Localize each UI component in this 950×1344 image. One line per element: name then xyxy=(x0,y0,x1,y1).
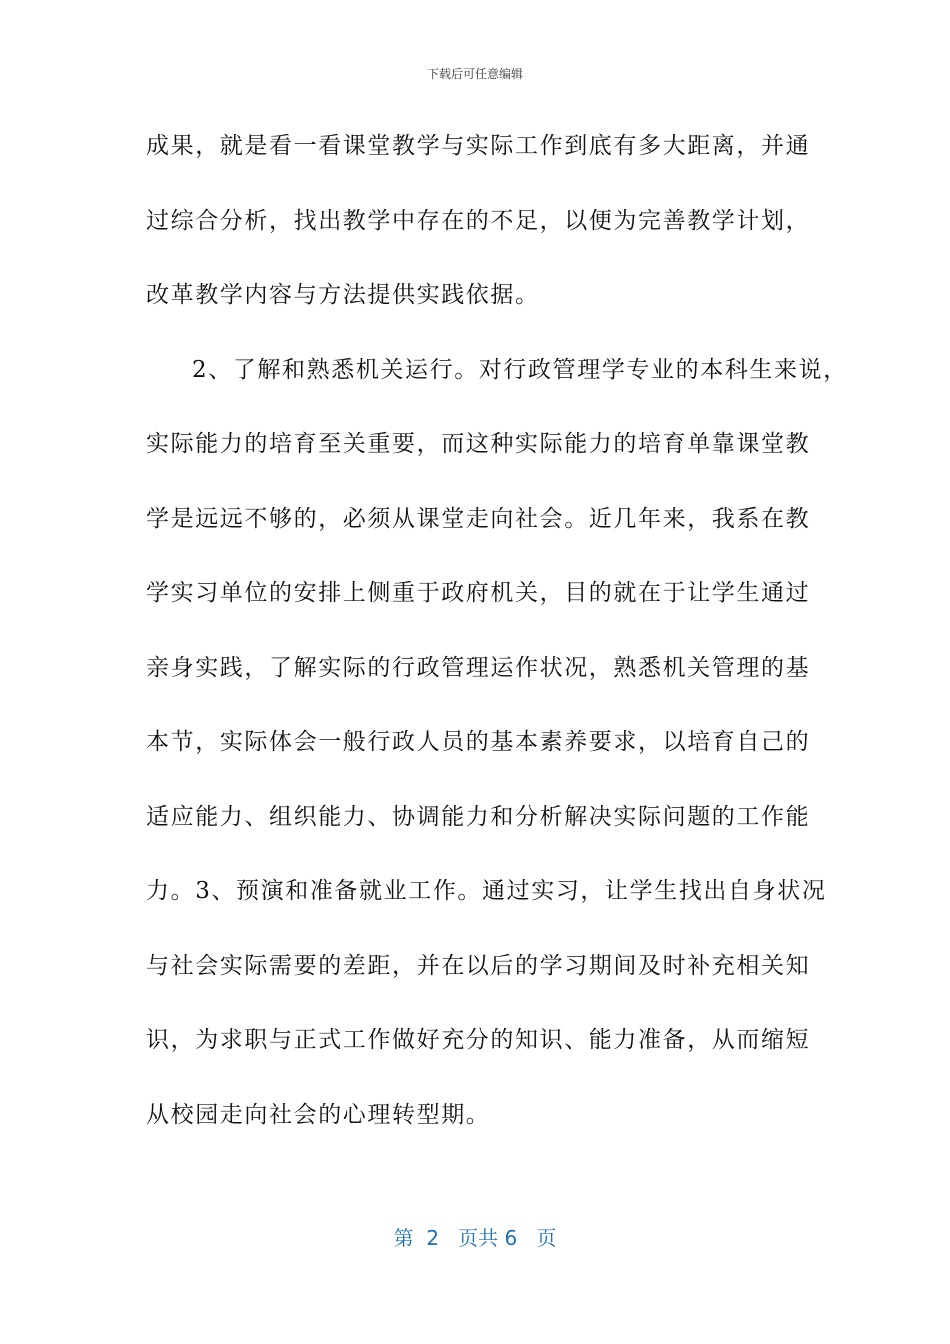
text-line: 学实习单位的安排上侧重于政府机关，目的就在于让学生通过 xyxy=(146,580,811,606)
text-line: 改革教学内容与方法提供实践依据。 xyxy=(146,282,540,308)
text-line: 从校园走向社会的心理转型期。 xyxy=(146,1101,491,1128)
text-line: 本节，实际体会一般行政人员的基本素养要求，以培育自己的 xyxy=(146,729,811,755)
text-line: 识，为求职与正式工作做好充分的知识、能力准备，从而缩短 xyxy=(146,1027,811,1053)
document-body xyxy=(146,122,848,1165)
text-line: 学是远远不够的，必须从课堂走向社会。近几年来，我系在教 xyxy=(146,505,811,532)
text-line: 与社会实际需要的差距，并在以后的学习期间及时补充相关知 xyxy=(146,952,811,979)
text-line: 适应能力、组织能力、协调能力和分析解决实际问题的工作能 xyxy=(146,803,811,830)
page-header: 下载后可任意编辑 xyxy=(426,67,523,81)
text-line: 亲身实践，了解实际的行政管理运作状况，熟悉机关管理的基 xyxy=(146,654,811,681)
page-number-footer: 第 2 页共 6 页 xyxy=(393,1226,557,1250)
text-line: 实际能力的培育至关重要，而这种实际能力的培育单靠课堂教 xyxy=(146,431,811,457)
text-line: 成果，就是看一看课堂教学与实际工作到底有多大距离，并通 xyxy=(146,133,811,159)
text-line: 力。3、预演和准备就业工作。通过实习，让学生找出自身状况 xyxy=(146,878,827,904)
text-line: 过综合分析，找出教学中存在的不足，以便为完善教学计划， xyxy=(146,207,811,234)
text-line: 2、了解和熟悉机关运行。对行政管理学专业的本科生来说， xyxy=(192,356,848,383)
